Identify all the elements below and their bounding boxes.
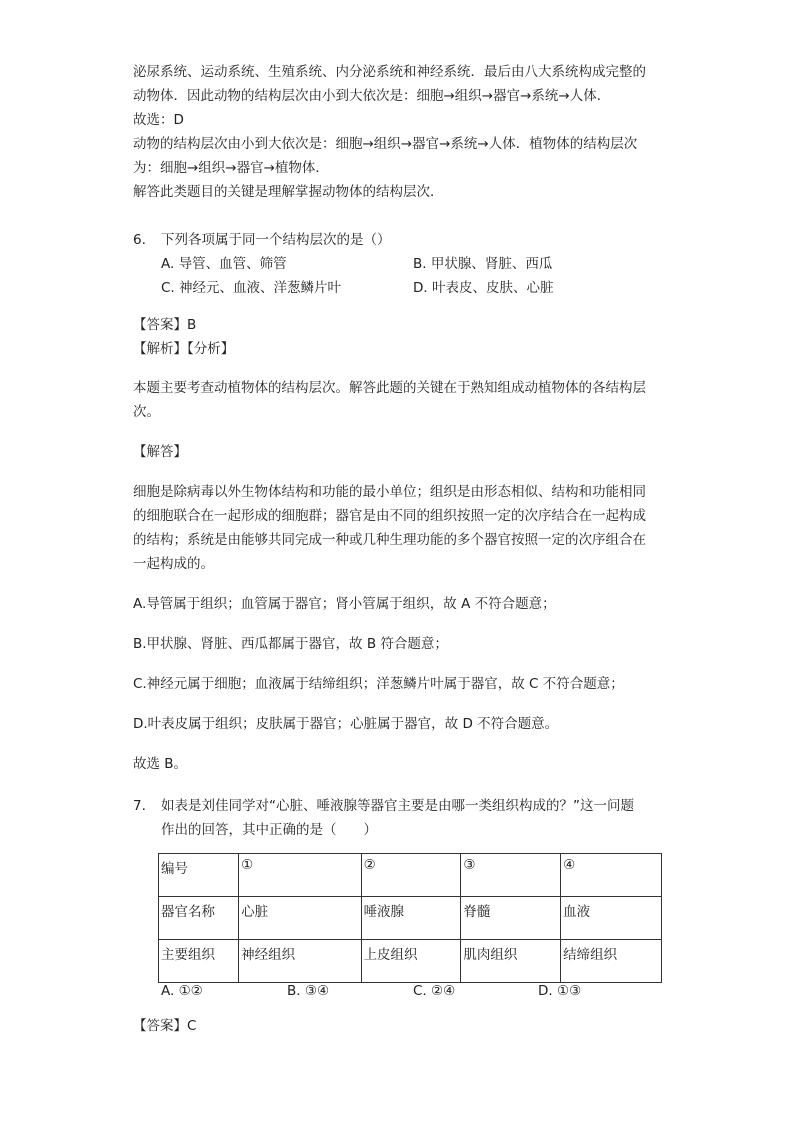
q6-analysis-line: 次。 (133, 404, 160, 420)
table-row (159, 854, 662, 897)
table-row (159, 897, 662, 940)
q7-option-c: C. ②④ (413, 983, 456, 999)
q6-option-explanation: D.叶表皮属于组织；皮肤属于器官；心脏属于器官，故 D 不符合题意。 (133, 716, 559, 732)
table-cell: 血液 (561, 897, 662, 940)
table-row (159, 940, 662, 983)
q6-answer: 【答案】B (133, 317, 197, 333)
table-cell: 唾液腺 (361, 897, 461, 940)
intro-line: 泌尿系统、运动系统、生殖系统、内分泌系统和神经系统．最后由八大系统构成完整的 (133, 64, 646, 80)
q6-solution-heading: 【解答】 (133, 444, 187, 460)
intro-line: 为：细胞→组织→器官→植物体． (133, 160, 329, 176)
q6-option-c: C. 神经元、血液、洋葱鳞片叶 (161, 280, 342, 296)
table-cell: 脊髓 (461, 897, 561, 940)
q6-option-d: D. 叶表皮、皮肤、心脏 (413, 280, 554, 296)
table-cell: 器官名称 (159, 897, 239, 940)
question-6-number: 6. (133, 232, 146, 248)
question-7-stem: 如表是刘佳同学对“心脏、唾液腺等器官主要是由哪一类组织构成的？”这一问题 (161, 798, 634, 814)
table-cell: 肌肉组织 (461, 940, 561, 983)
organ-tissue-table (158, 853, 662, 983)
q6-analysis-line: 本题主要考查动植物体的结构层次。解答此题的关键在于熟知组成动植物体的各结构层 (133, 380, 646, 396)
intro-line: 动物体．因此动物的结构层次由小到大依次是：细胞→组织→器官→系统→人体． (133, 88, 611, 104)
question-7-number: 7. (133, 798, 146, 814)
table-cell: 主要组织 (159, 940, 239, 983)
q6-option-a: A. 导管、血管、筛管 (161, 256, 287, 272)
q6-solution-line: 的结构；系统是由能够共同完成一种或几种生理功能的多个器官按照一定的次序组合在 (133, 532, 646, 548)
q6-solution-line: 一起构成的。 (133, 556, 214, 572)
intro-line: 动物的结构层次由小到大依次是：细胞→组织→器官→系统→人体．植物体的结构层次 (133, 136, 638, 152)
table-cell: 心脏 (239, 897, 361, 940)
q7-option-b: B. ③④ (287, 983, 330, 999)
q7-option-a: A. ①② (161, 983, 203, 999)
q6-solution-line: 的细胞联合在一起形成的细胞群；器官是由不同的组织按照一定的次序结合在一起构成 (133, 508, 646, 524)
question-6-stem: 下列各项属于同一个结构层次的是（） (161, 232, 391, 248)
question-7-stem: 作出的回答，其中正确的是（ ） (161, 822, 377, 838)
table-cell: ① (239, 854, 361, 897)
table-cell: ③ (461, 854, 561, 897)
table-cell: 神经组织 (239, 940, 361, 983)
q7-option-d: D. ①③ (538, 983, 582, 999)
intro-line: 解答此类题目的关键是理解掌握动物体的结构层次． (133, 184, 444, 200)
table-cell: 上皮组织 (361, 940, 461, 983)
q6-solution-line: 细胞是除病毒以外生物体结构和功能的最小单位；组织是由形态相似、结构和功能相同 (133, 484, 646, 500)
q6-conclusion: 故选 B。 (133, 756, 188, 772)
intro-line: 故选：D (133, 112, 184, 128)
q6-analysis-heading: 【解析】【分析】 (133, 341, 235, 357)
table-cell: 编号 (159, 854, 239, 897)
table-cell: 结缔组织 (561, 940, 662, 983)
q6-option-explanation: A.导管属于组织；血管属于器官；肾小管属于组织，故 A 不符合题意； (133, 596, 556, 612)
table-cell: ② (361, 854, 461, 897)
q6-option-explanation: B.甲状腺、肾脏、西瓜都属于器官，故 B 符合题意； (133, 636, 448, 652)
q6-option-b: B. 甲状腺、肾脏、西瓜 (413, 256, 553, 272)
q6-option-explanation: C.神经元属于细胞；血液属于结缔组织；洋葱鳞片叶属于器官，故 C 不符合题意； (133, 676, 624, 692)
table-cell: ④ (561, 854, 662, 897)
q7-answer: 【答案】C (133, 1018, 197, 1034)
